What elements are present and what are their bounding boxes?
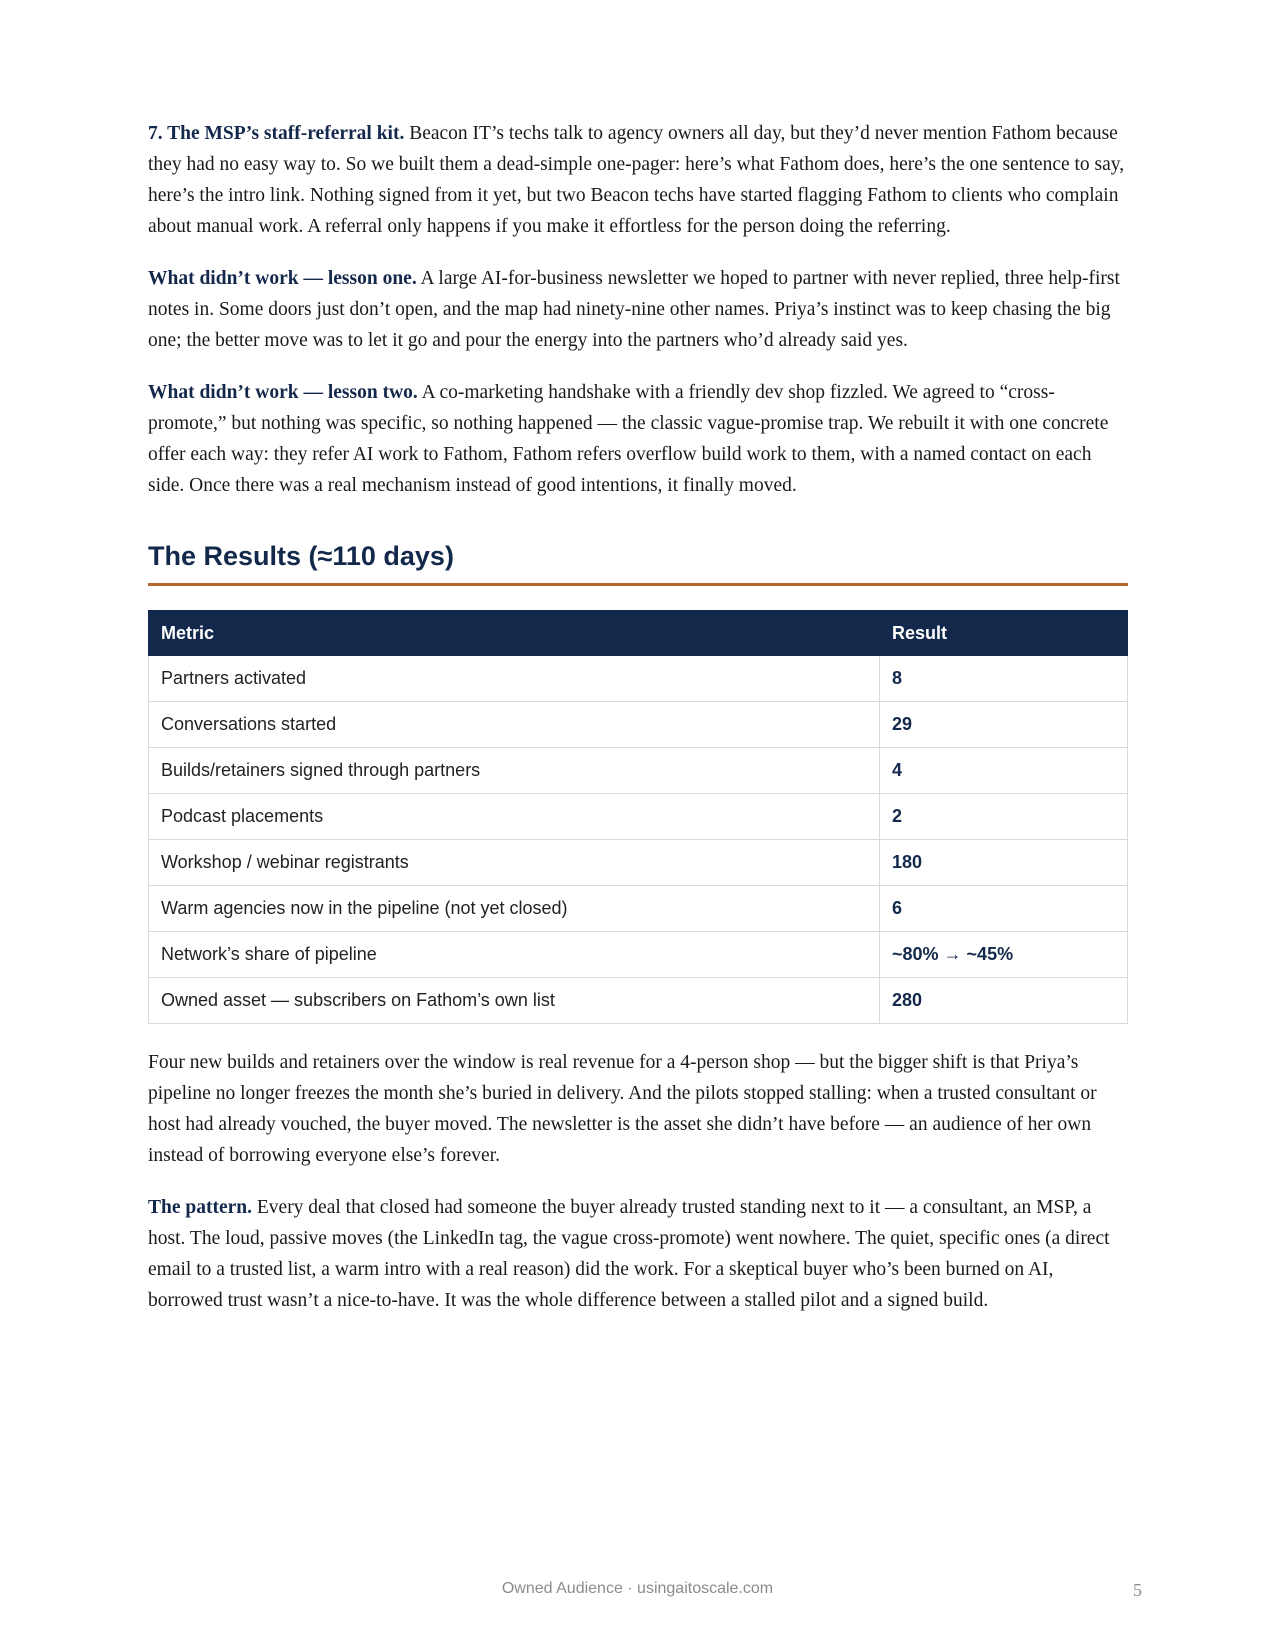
result-cell: 2 (880, 794, 1128, 840)
paragraph-text: Four new builds and retainers over the window is real revenue for a 4-person shop — but the bigger shift is that Priya’s pipeline no longer freezes the month she’s buried in delivery. And the pilots stopped stalling: when a trusted consultant or host had already vouched, the buyer moved. The newsletter is the asset she didn’t have before — an audience of her own instead of borrowing everyone else’s forever. (148, 1052, 1097, 1166)
table-row (149, 840, 1128, 886)
document-page (148, 118, 1128, 1337)
paragraph-the-pattern (148, 1192, 1128, 1316)
metric-cell: Builds/retainers signed through partners (149, 748, 880, 794)
table-row (149, 702, 1128, 748)
result-cell: 6 (880, 886, 1128, 932)
column-header-result: Result (880, 611, 1128, 656)
paragraph-lesson-one (148, 263, 1128, 356)
result-cell: ~80% → ~45% (880, 932, 1128, 978)
metric-cell: Partners activated (149, 656, 880, 702)
table-row (149, 978, 1128, 1024)
heading-divider (148, 583, 1128, 586)
paragraph-text: A co-marketing handshake with a friendly dev shop fizzled. We agreed to “cross-promote,” but nothing was specific, so nothing happened — the classic vague-promise trap. We rebuilt it with one concrete offer each way: they refer AI work to Fathom, Fathom refers overflow build work to them, with a named contact on each side. Once there was a real mechanism instead of good intentions, it finally moved. (148, 382, 1109, 496)
metric-cell: Owned asset — subscribers on Fathom’s own list (149, 978, 880, 1024)
metric-cell: Warm agencies now in the pipeline (not yet closed) (149, 886, 880, 932)
paragraph-lead: What didn’t work — lesson two. (148, 382, 418, 403)
table-row (149, 656, 1128, 702)
table-row (149, 748, 1128, 794)
table-row (149, 932, 1128, 978)
table-row (149, 886, 1128, 932)
metric-cell: Workshop / webinar registrants (149, 840, 880, 886)
metric-cell: Network’s share of pipeline (149, 932, 880, 978)
table-header-row (149, 611, 1128, 656)
result-cell: 29 (880, 702, 1128, 748)
paragraph-lead: 7. The MSP’s staff-referral kit. (148, 123, 405, 144)
paragraph-text: Every deal that closed had someone the buyer already trusted standing next to it — a consultant, an MSP, a host. The loud, passive moves (the LinkedIn tag, the vague cross-promote) went nowhere. The quiet, specific ones (a direct email to a trusted list, a warm intro with a real reason) did the work. For a skeptical buyer who’s been burned on AI, borrowed trust wasn’t a nice-to-have. It was the whole difference between a stalled pilot and a signed build. (148, 1197, 1110, 1311)
metric-cell: Conversations started (149, 702, 880, 748)
paragraph-results-summary (148, 1047, 1128, 1171)
paragraph-lesson-two (148, 377, 1128, 501)
page-number: 5 (1133, 1580, 1142, 1600)
results-table (148, 610, 1128, 1024)
paragraph-lead: The pattern. (148, 1197, 252, 1218)
results-heading: The Results (≈110 days) (148, 541, 454, 571)
paragraph-msp-referral-kit (148, 118, 1128, 242)
result-cell: 4 (880, 748, 1128, 794)
result-cell: 280 (880, 978, 1128, 1024)
paragraph-text: A large AI-for-business newsletter we hoped to partner with never replied, three help-first notes in. Some doors just don’t open, and the map had ninety-nine other names. Priya’s instinct was to keep chasing the big one; the better move was to let it go and pour the energy into the partners who’d already said yes. (148, 268, 1120, 351)
paragraph-text: Beacon IT’s techs talk to agency owners all day, but they’d never mention Fathom because they had no easy way to. So we built them a dead-simple one-pager: here’s what Fathom does, here’s the one sentence to say, here’s the intro link. Nothing signed from it yet, but two Beacon techs have started flagging Fathom to clients who complain about manual work. A referral only happens if you make it effortless for the person doing the referring. (148, 123, 1125, 237)
result-cell: 180 (880, 840, 1128, 886)
metric-cell: Podcast placements (149, 794, 880, 840)
table-row (149, 794, 1128, 840)
paragraph-lead: What didn’t work — lesson one. (148, 268, 417, 289)
column-header-metric: Metric (149, 611, 880, 656)
page-footer: Owned Audience · usingaitoscale.com (501, 1580, 774, 1597)
result-cell: 8 (880, 656, 1128, 702)
